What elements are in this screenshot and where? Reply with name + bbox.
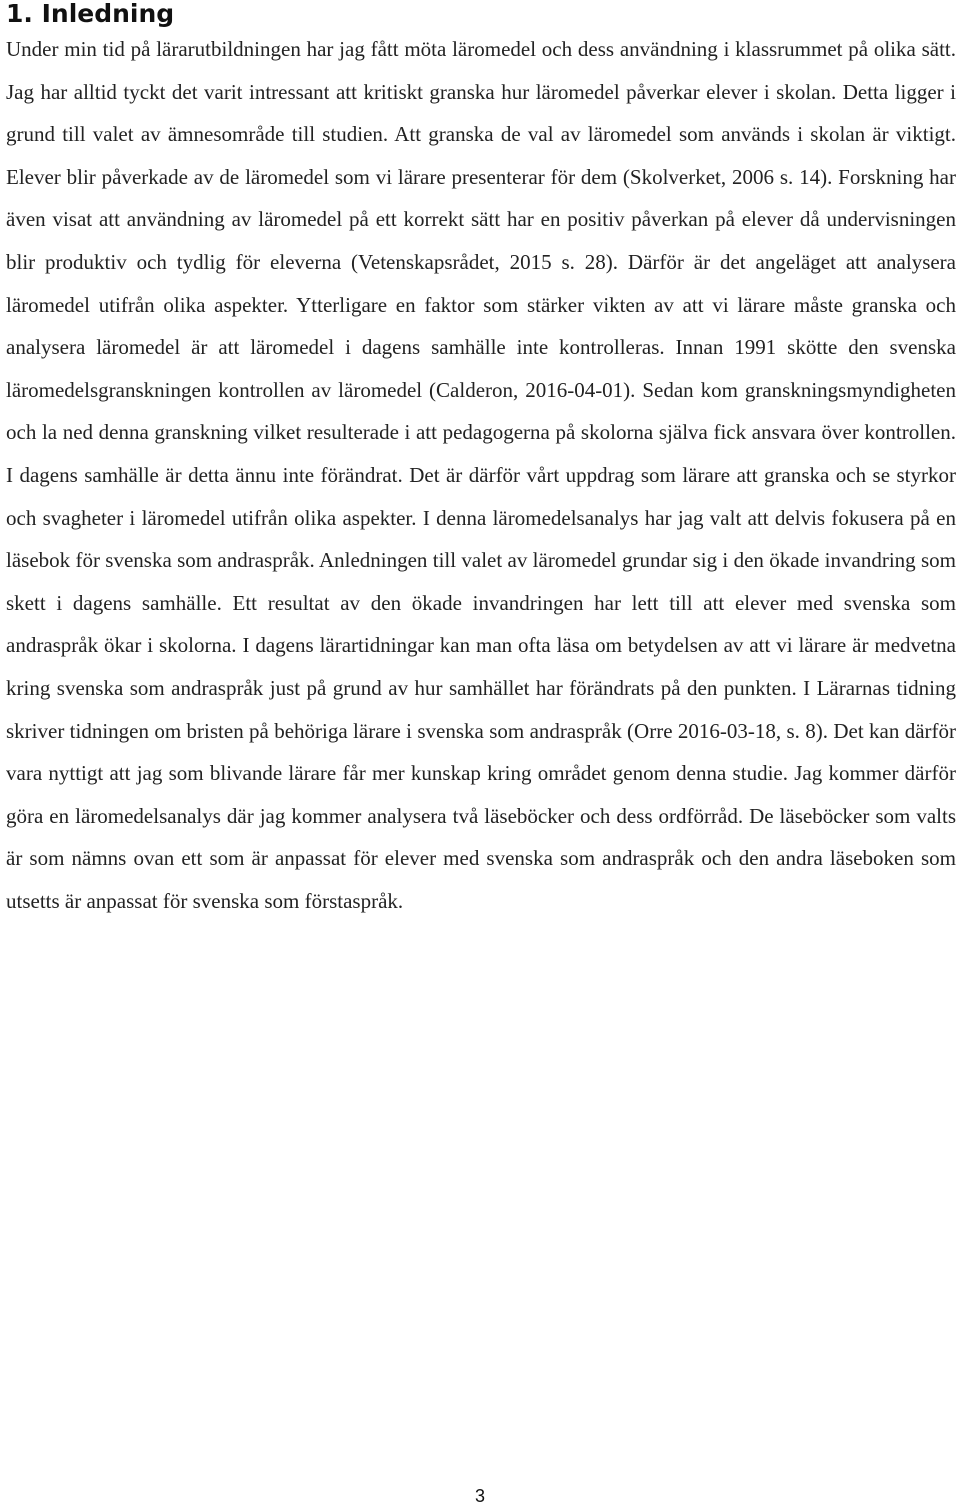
page-number: 3 [474, 1486, 485, 1506]
section-heading: 1. Inledning [6, 0, 175, 28]
body-paragraph: Under min tid på lärarutbildningen har jag fått möta läromedel och dess användning i klassrummet på olika sätt. Jag har alltid tyckt det varit intressant att kritiskt granska hur läromedel påverkar elever i skolan. Detta ligger i grund till valet av ämnesområde till studien. Att granska de val av läromedel som används i skolan är viktigt. Elever blir påverkade av de läromedel som vi lärare presenterar för dem (Skolverket, 2006 s. 14). Forskning har även visat att användning av läromedel på ett korrekt sätt har en positiv påverkan på elever då undervisningen blir produktiv och tydlig för eleverna (Vetenskapsrådet, 2015 s. 28). Därför är det angeläget att analysera läromedel utifrån olika aspekter. Ytterligare en faktor som stärker vikten av att vi lärare måste granska och analysera läromedel är att läromedel i dagens samhälle inte kontrolleras. Innan 1991 skötte den svenska läromedelsgranskningen kontrollen av läromedel (Calderon, 2016-04-01). Sedan kom granskningsmyndigheten och la ned denna granskning vilket resulterade i att pedagogerna på skolorna själva fick ansvara över kontrollen. I dagens samhälle är detta ännu inte förändrat. Det är därför vårt uppdrag som lärare att granska och se styrkor och svagheter i läromedel utifrån olika aspekter. I denna läromedelsanalys har jag valt att delvis fokusera på en läsebok för svenska som andraspråk. Anledningen till valet av läromedel grundar sig i den ökade invandring som skett i dagens samhälle. Ett resultat av den ökade invandringen har lett till att elever med svenska som andraspråk ökar i skolorna. I dagens lärartidningar kan man ofta läsa om betydelsen av att vi lärare är medvetna kring svenska som andraspråk just på grund av hur samhället har förändrats på den punkten. I Lärarnas tidning skriver tidningen om bristen på behöriga lärare i svenska som andraspråk (Orre 2016-03-18, s. 8). Det kan därför vara nyttigt att jag som blivande lärare får mer kunskap kring området genom denna studie. Jag kommer därför göra en läromedelsanalys där jag kommer analysera två läseböcker och dess ordförråd. De läseböcker som valts är som nämns ovan ett som är anpassat för elever med svenska som andraspråk och den andra läseboken som utsetts är anpassat för svenska som förstaspråk. [6, 37, 956, 913]
